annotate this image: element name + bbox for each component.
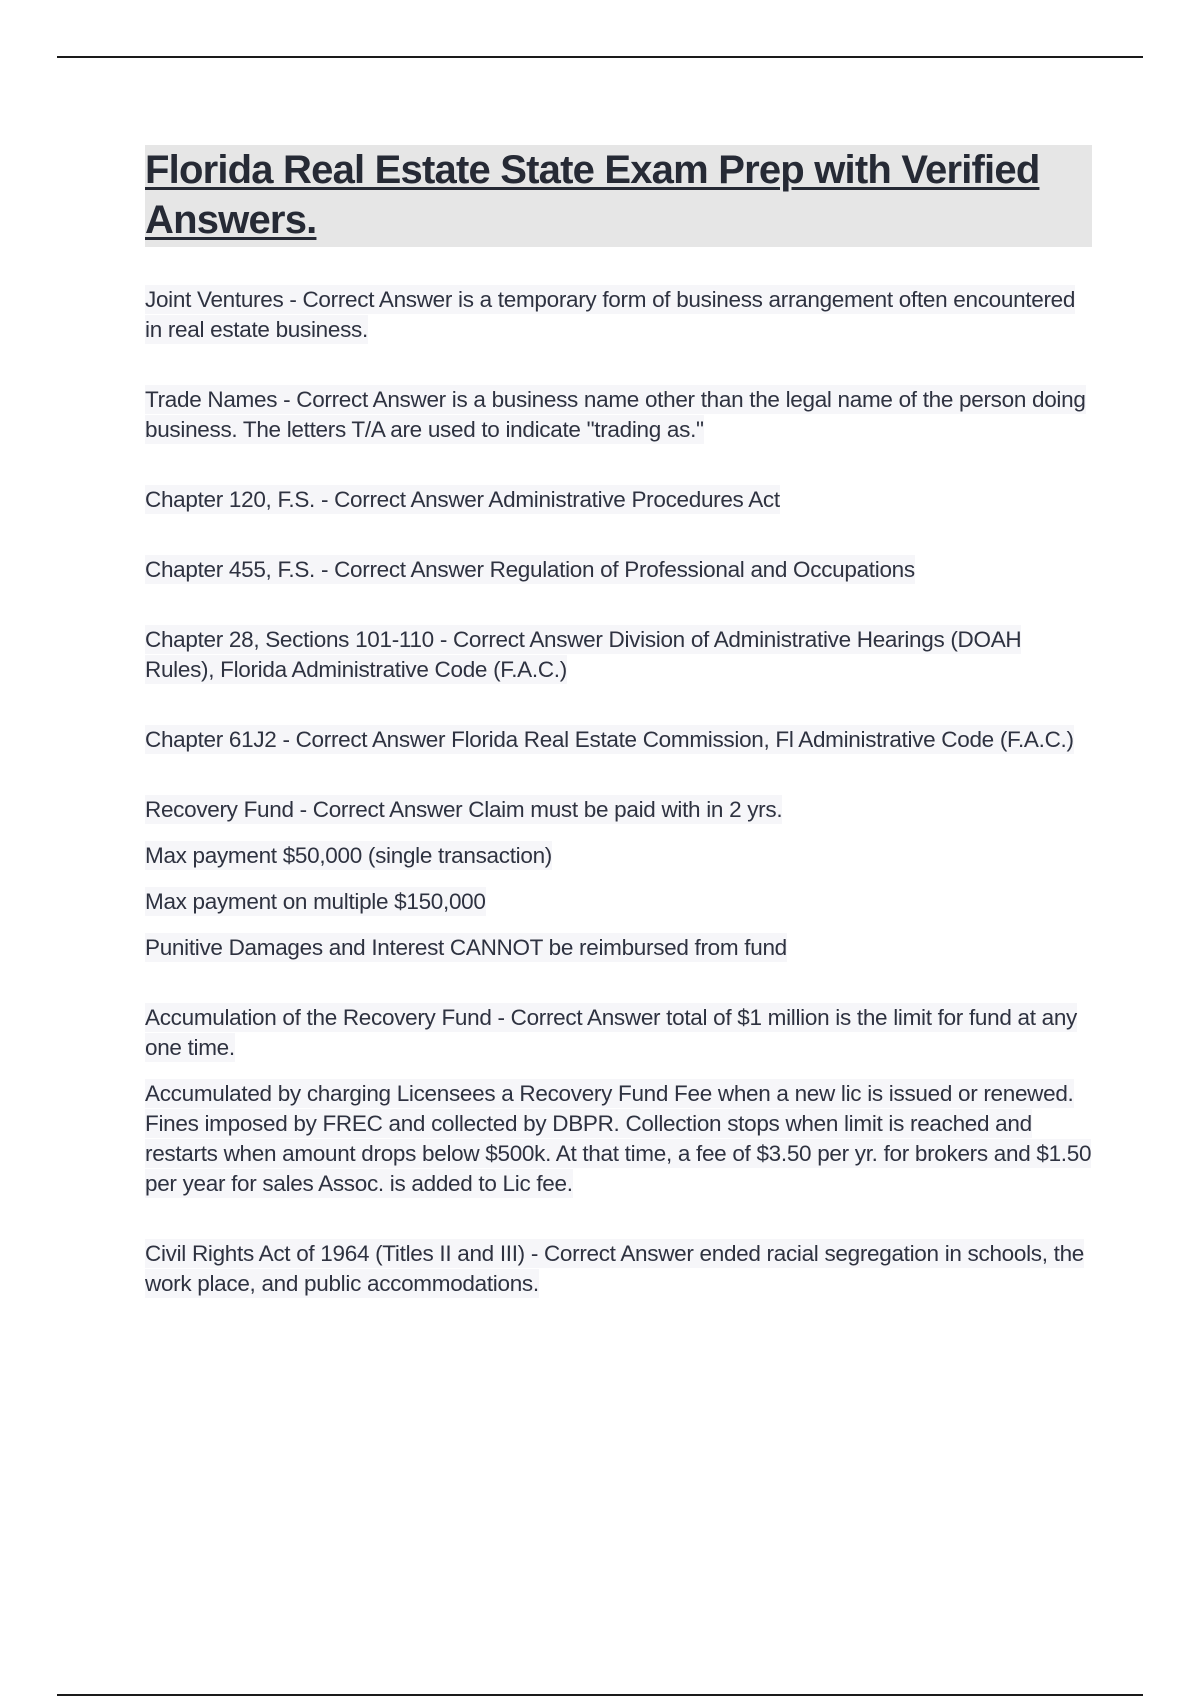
- top-rule: [57, 56, 1143, 58]
- entry-recovery-fund: [145, 795, 1095, 963]
- entry-text: Recovery Fund - Correct Answer Claim must be paid with in 2 yrs.: [145, 797, 783, 822]
- entry-text: Accumulation of the Recovery Fund - Correct Answer total of $1 million is the limit for fund at any one time.: [145, 1005, 1077, 1060]
- entry-text: Civil Rights Act of 1964 (Titles II and III) - Correct Answer ended racial segregation in schools, the work place, and public accommodations.: [145, 1241, 1085, 1296]
- entry-text: Max payment $50,000 (single transaction): [145, 843, 552, 868]
- entry-text: Chapter 28, Sections 101-110 - Correct Answer Division of Administrative Hearings (DOAH Rules), Florida Administrative Code (F.A.C.): [145, 627, 1022, 682]
- entry-chapter-61j2: [145, 725, 1095, 755]
- entry-joint-ventures: [145, 285, 1095, 345]
- entry-chapter-28: [145, 625, 1095, 685]
- entry-text: Chapter 61J2 - Correct Answer Florida Real Estate Commission, Fl Administrative Code (F.A.C.): [145, 727, 1074, 752]
- entry-trade-names: [145, 385, 1095, 445]
- document-body: [145, 145, 1095, 1339]
- entry-text: Joint Ventures - Correct Answer is a temporary form of business arrangement often encountered in real estate business.: [145, 287, 1076, 342]
- entry-text: Trade Names - Correct Answer is a business name other than the legal name of the person doing business. The letters T/A are used to indicate "trading as.": [145, 387, 1086, 442]
- entry-accumulation-recovery-fund: [145, 1003, 1095, 1199]
- entry-text: Punitive Damages and Interest CANNOT be reimbursed from fund: [145, 935, 787, 960]
- entry-civil-rights-act: [145, 1239, 1095, 1299]
- entry-text: Accumulated by charging Licensees a Recovery Fund Fee when a new lic is issued or renewed. Fines imposed by FREC and collected by DBPR. Collection stops when limit is reached and restarts when amount drops below $500k. At that time, a fee of $3.50 per yr. for brokers and $1.50 per year for sales Assoc. is added to Lic fee.: [145, 1081, 1092, 1196]
- entry-chapter-120: [145, 485, 1095, 515]
- bottom-rule: [57, 1694, 1143, 1696]
- page-title: Florida Real Estate State Exam Prep with Verified Answers.: [145, 148, 1040, 242]
- entry-text: Max payment on multiple $150,000: [145, 889, 486, 914]
- entry-chapter-455: [145, 555, 1095, 585]
- title-banner: [145, 145, 1092, 247]
- entry-text: Chapter 455, F.S. - Correct Answer Regulation of Professional and Occupations: [145, 557, 915, 582]
- entry-text: Chapter 120, F.S. - Correct Answer Administrative Procedures Act: [145, 487, 780, 512]
